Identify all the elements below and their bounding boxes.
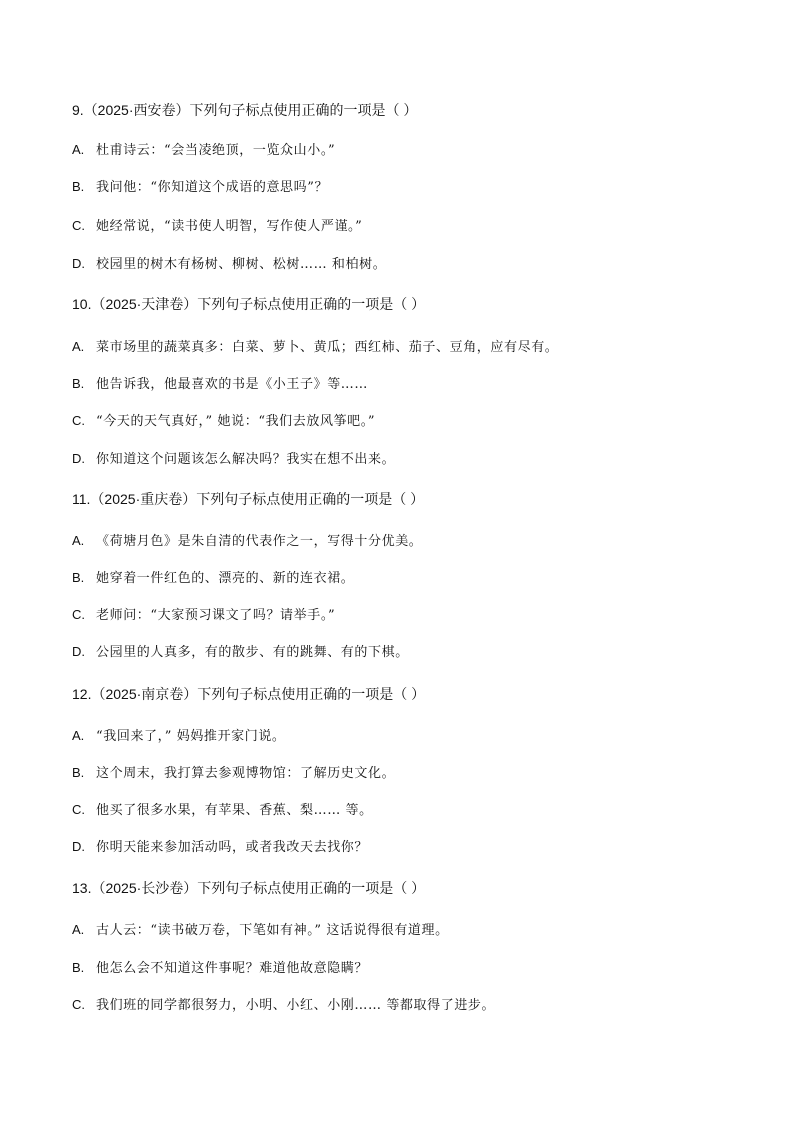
- option-c: [72, 215, 752, 237]
- question-stem: 12.（2025·南京卷）下列句子标点使用正确的一项是（ ）: [72, 686, 426, 702]
- option-text: 我问他：“你知道这个成语的意思吗”？: [96, 180, 329, 195]
- question-stem: 13.（2025·长沙卷）下列句子标点使用正确的一项是（ ）: [72, 880, 426, 896]
- question-12: [72, 683, 752, 855]
- option-b: [72, 957, 752, 979]
- option-letter: B.: [72, 179, 85, 194]
- option-letter: A.: [72, 142, 85, 157]
- option-b: [72, 176, 752, 198]
- option-text: 老师问：“大家预习课文了吗？请举手。”: [96, 608, 336, 623]
- option-d: [72, 836, 752, 858]
- option-text: 你明天能来参加活动吗，或者我改天去找你？: [96, 840, 369, 855]
- question-10: [72, 293, 752, 467]
- option-letter: B.: [72, 765, 85, 780]
- question-stem: 10.（2025·天津卷）下列句子标点使用正确的一项是（ ）: [72, 296, 426, 312]
- option-d: [72, 641, 752, 663]
- option-text: 他告诉我，他最喜欢的书是《小王子》等……: [96, 377, 369, 392]
- question-stem: 11.（2025·重庆卷）下列句子标点使用正确的一项是（ ）: [72, 491, 425, 507]
- option-letter: A.: [72, 339, 85, 354]
- option-text: 菜市场里的蔬菜真多：白菜、萝卜、黄瓜；西红柿、茄子、豆角，应有尽有。: [96, 340, 559, 355]
- option-text: 他买了很多水果，有苹果、香蕉、梨…… 等。: [96, 803, 373, 818]
- option-text: 他怎么会不知道这件事呢？难道他故意隐瞒？: [96, 961, 369, 976]
- option-letter: D.: [72, 644, 85, 659]
- option-c: [72, 410, 752, 432]
- option-a: [72, 919, 752, 941]
- option-a: [72, 725, 752, 747]
- option-a: [72, 139, 752, 161]
- option-letter: B.: [72, 960, 85, 975]
- option-letter: A.: [72, 533, 85, 548]
- question-13: [72, 877, 752, 1013]
- option-text: 杜甫诗云：“会当凌绝顶，一览众山小。”: [96, 143, 336, 158]
- option-c: [72, 799, 752, 821]
- option-letter: B.: [72, 376, 85, 391]
- option-b: [72, 373, 752, 395]
- option-text: “我回来了，” 妈妈推开家门说。: [96, 729, 286, 744]
- option-letter: C.: [72, 413, 85, 428]
- question-9: [72, 99, 752, 272]
- option-letter: D.: [72, 839, 85, 854]
- option-letter: D.: [72, 256, 85, 271]
- option-a: [72, 336, 752, 358]
- option-letter: D.: [72, 451, 85, 466]
- option-text: 她穿着一件红色的、漂亮的、新的连衣裙。: [96, 571, 355, 586]
- option-d: [72, 448, 752, 470]
- question-stem: 9.（2025·西安卷）下列句子标点使用正确的一项是（ ）: [72, 102, 418, 118]
- question-11: [72, 488, 752, 660]
- option-text: 她经常说，“读书使人明智，写作使人严谨。”: [96, 219, 363, 234]
- option-text: 校园里的树木有杨树、柳树、松树…… 和柏树。: [96, 257, 387, 272]
- option-text: 你知道这个问题该怎么解决吗？我实在想不出来。: [96, 452, 396, 467]
- option-c: [72, 994, 752, 1016]
- option-a: [72, 530, 752, 552]
- option-b: [72, 567, 752, 589]
- option-d: [72, 253, 752, 275]
- option-c: [72, 604, 752, 626]
- option-letter: A.: [72, 728, 85, 743]
- option-letter: C.: [72, 218, 85, 233]
- option-text: “今天的天气真好，” 她说：“我们去放风筝吧。”: [96, 414, 376, 429]
- option-letter: C.: [72, 607, 85, 622]
- option-letter: C.: [72, 802, 85, 817]
- option-letter: C.: [72, 997, 85, 1012]
- option-letter: A.: [72, 922, 85, 937]
- option-text: 《荷塘月色》是朱自清的代表作之一，写得十分优美。: [96, 534, 423, 549]
- option-b: [72, 762, 752, 784]
- option-text: 这个周末，我打算去参观博物馆：了解历史文化。: [96, 766, 396, 781]
- option-letter: B.: [72, 570, 85, 585]
- option-text: 古人云：“读书破万卷，下笔如有神。” 这话说得很有道理。: [96, 923, 449, 938]
- option-text: 公园里的人真多，有的散步、有的跳舞、有的下棋。: [96, 645, 409, 660]
- option-text: 我们班的同学都很努力，小明、小红、小刚…… 等都取得了进步。: [96, 998, 496, 1013]
